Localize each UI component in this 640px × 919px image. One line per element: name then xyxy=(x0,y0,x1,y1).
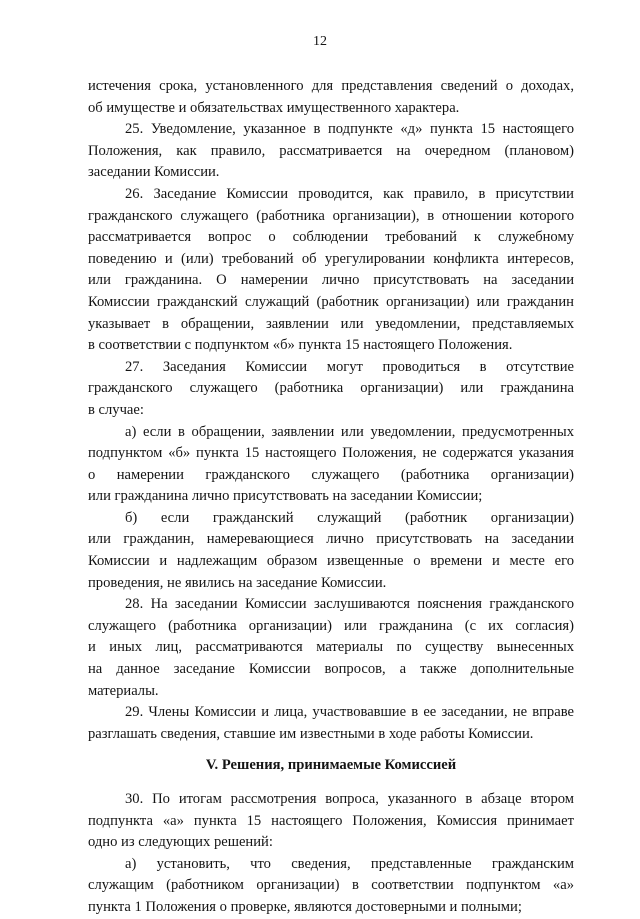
text-line: поведению и (или) требований об урегулировании конфликта интересов, xyxy=(88,250,574,267)
text-line: б) если гражданский служащий (работник организации) xyxy=(125,509,574,526)
paragraph xyxy=(88,76,574,119)
text-line: на данное заседание Комиссии вопросов, а также дополнительные xyxy=(88,661,574,678)
text-line: разглашать сведения, ставшие им известными в ходе работы Комиссии. xyxy=(88,725,534,742)
text-line: указывает в обращении, заявлении или уведомлении, представляемых xyxy=(88,315,574,332)
text-line: рассматривается вопрос о соблюдении требований к служебному xyxy=(88,229,574,246)
text-line: гражданского служащего (работника организации) или гражданина xyxy=(88,380,574,397)
paragraph xyxy=(88,357,574,422)
text-line: о намерении гражданского служащего (работника организации) xyxy=(88,466,574,483)
text-line: в соответствии с подпунктом «б» пункта 15 настоящего Положения. xyxy=(88,337,513,354)
text-line: 26. Заседание Комиссии проводится, как правило, в присутствии xyxy=(125,185,574,202)
text-line: материалы. xyxy=(88,682,159,699)
text-line: Комиссии гражданский служащий (работник организации) или гражданин xyxy=(88,293,574,310)
text-line: 27. Заседания Комиссии могут проводиться в отсутствие xyxy=(125,358,574,375)
paragraph xyxy=(88,789,574,854)
text-line: или гражданин, намеревающиеся лично присутствовать на заседании xyxy=(88,531,574,548)
text-line: гражданского служащего (работника организации), в отношении которого xyxy=(88,207,574,224)
paragraph xyxy=(88,119,574,184)
text-line: или гражданина лично присутствовать на заседании Комиссии; xyxy=(88,488,483,505)
document-body xyxy=(88,76,574,919)
text-line: а) установить, что сведения, представленные гражданским xyxy=(125,855,574,872)
text-line: об имуществе и обязательствах имущественного характера. xyxy=(88,99,460,116)
paragraph xyxy=(88,184,574,357)
text-line: 30. По итогам рассмотрения вопроса, указанного в абзаце втором xyxy=(125,791,574,807)
paragraph xyxy=(88,854,574,919)
text-line: подпункта «а» пункта 15 настоящего Положения, Комиссия принимает xyxy=(88,812,574,829)
text-line: служащим (работником организации) в соответствии подпунктом «а» xyxy=(88,877,574,894)
text-line: в случае: xyxy=(88,401,144,418)
text-line: подпунктом «б» пункта 15 настоящего Положения, не содержатся указания xyxy=(88,445,574,462)
text-line: заседании Комиссии. xyxy=(88,164,220,181)
text-line: пункта 1 Положения о проверке, являются достоверными и полными; xyxy=(88,898,522,915)
text-line: служащего (работника организации) или гражданина (с их согласия) xyxy=(88,617,574,634)
text-line: 25. Уведомление, указанное в подпункте «д» пункта 15 настоящего xyxy=(125,121,574,138)
paragraph xyxy=(88,594,574,702)
text-line: проведения, не явились на заседание Комиссии. xyxy=(88,574,387,591)
paragraph xyxy=(88,508,574,594)
paragraph xyxy=(88,702,574,745)
text-line: Положения, как правило, рассматривается на очередном (плановом) xyxy=(88,142,574,159)
text-line: и иных лиц, рассматриваются материалы по существу вынесенных xyxy=(88,639,574,656)
page-number: 12 xyxy=(313,34,327,49)
text-line: истечения срока, установленного для представления сведений о доходах, xyxy=(88,78,574,94)
text-line: одно из следующих решений: xyxy=(88,834,273,851)
text-line: или гражданина. О намерении лично присутствовать на заседании xyxy=(88,272,574,289)
section-heading: V. Решения, принимаемые Комиссией xyxy=(205,757,457,774)
paragraph xyxy=(88,422,574,508)
text-line: 29. Члены Комиссии и лица, участвовавшие в ее заседании, не вправе xyxy=(125,704,574,721)
text-line: Комиссии и надлежащим образом извещенные о времени и месте его xyxy=(88,553,574,570)
text-line: 28. На заседании Комиссии заслушиваются пояснения гражданского xyxy=(125,596,574,613)
text-line: а) если в обращении, заявлении или уведомлении, предусмотренных xyxy=(125,423,574,440)
